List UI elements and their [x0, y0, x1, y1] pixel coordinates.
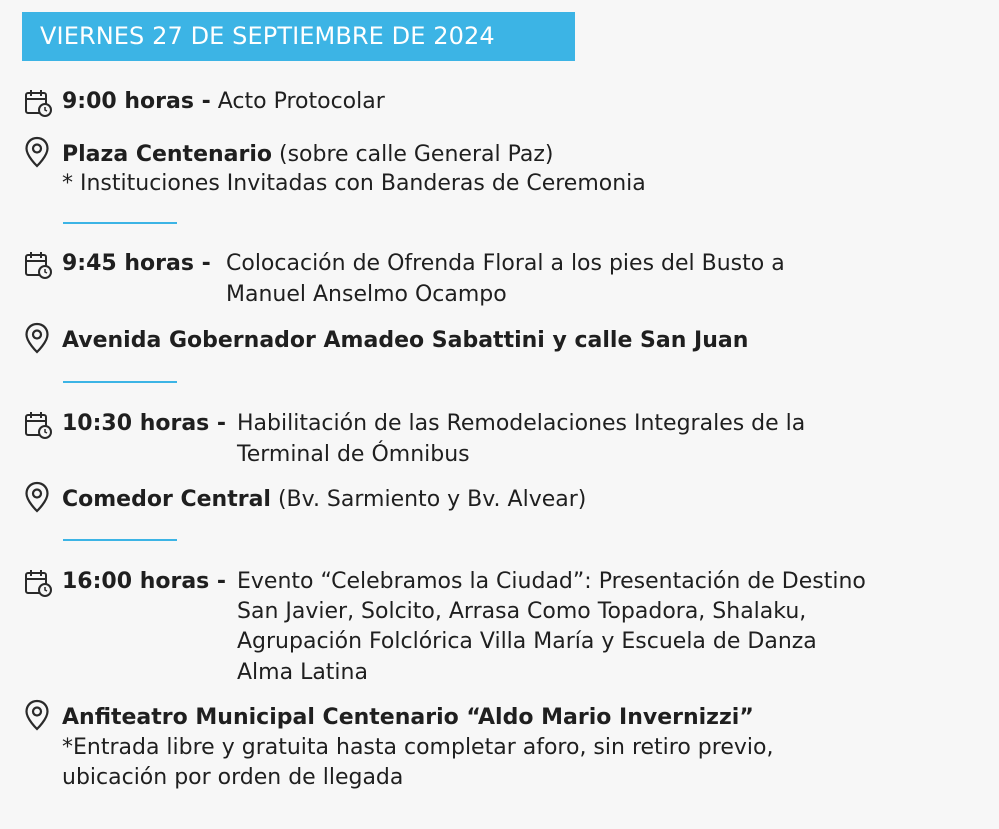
event-note: *Entrada libre y gratuita hasta completar aforo, sin retiro previo, [62, 735, 774, 760]
date-banner: VIERNES 27 DE SEPTIEMBRE DE 2024 [22, 12, 575, 61]
event-note: * Instituciones Invitadas con Banderas de Ceremonia [62, 171, 646, 196]
calendar-clock-icon [24, 568, 52, 598]
separator [63, 222, 177, 224]
event-note: ubicación por orden de llegada [62, 765, 404, 790]
event-title: Acto Protocolar [217, 89, 385, 114]
event-place-name: Anfiteatro Municipal Centenario “Aldo Mario Invernizzi” [62, 705, 754, 730]
event-title: Evento “Celebramos la Ciudad”: Presentación de Destino [237, 569, 866, 594]
event-place-detail: (Bv. Sarmiento y Bv. Alvear) [270, 487, 587, 512]
event-title: Alma Latina [237, 660, 368, 685]
event-time: 9:45 horas - [62, 251, 211, 276]
event-place-name: Comedor Central [62, 487, 271, 512]
event-place-detail: (sobre calle General Paz) [272, 142, 554, 167]
event-title: Terminal de Ómnibus [237, 442, 470, 467]
separator [63, 539, 177, 541]
event-place-name: Plaza Centenario [62, 142, 272, 167]
location-pin-icon [24, 481, 52, 511]
event-title: Habilitación de las Remodelaciones Integrales de la [237, 411, 806, 436]
location-pin-icon [24, 699, 52, 729]
event-time: 9:00 horas - [62, 89, 211, 114]
event-title: San Javier, Solcito, Arrasa Como Topadora, Shalaku, [237, 599, 807, 624]
calendar-clock-icon [24, 88, 52, 118]
location-pin-icon [24, 322, 52, 352]
event-title: Agrupación Folclórica Villa María y Escuela de Danza [237, 629, 817, 654]
event-title: Manuel Anselmo Ocampo [226, 282, 507, 307]
event-title: Colocación de Ofrenda Floral a los pies del Busto a [226, 251, 785, 276]
event-time: 10:30 horas - [62, 411, 227, 436]
calendar-clock-icon [24, 410, 52, 440]
event-place-name: Avenida Gobernador Amadeo Sabattini y calle San Juan [62, 328, 749, 353]
event-time: 16:00 horas - [62, 569, 227, 594]
calendar-clock-icon [24, 250, 52, 280]
separator [63, 381, 177, 383]
location-pin-icon [24, 136, 52, 166]
